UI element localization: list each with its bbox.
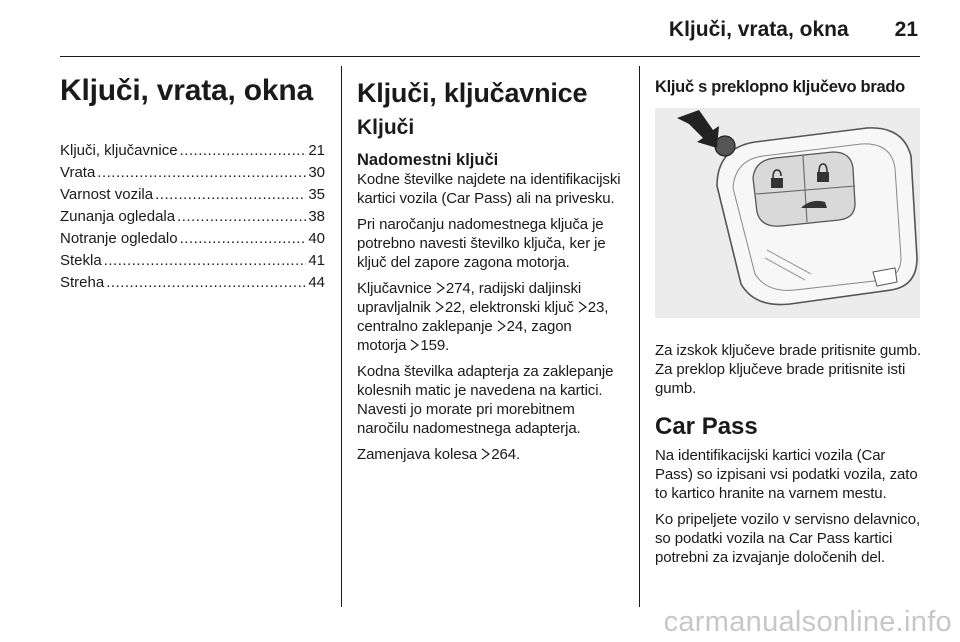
- car-pass-title: Car Pass: [655, 413, 758, 440]
- page-ref-icon: [435, 301, 444, 313]
- toc-list: [60, 140, 325, 294]
- header-title: Ključi, vrata, okna: [668, 18, 849, 41]
- header-rule: [60, 56, 920, 57]
- column-divider-2: [639, 66, 640, 607]
- chapter-title: Ključi, vrata, okna: [60, 74, 313, 107]
- watermark: carmanualsonline.info: [663, 606, 952, 638]
- toc-item[interactable]: Notranje ogledalo ..... 40: [60, 228, 325, 250]
- flip-key-title: Ključ s preklopno ključevo brado: [655, 78, 905, 96]
- flip-key-illustration-icon: [655, 108, 920, 318]
- paragraph: Pri naročanju nadomestnega ključa je potrebno navesti številko ključa, ker je ključ del zapore zagona motorja.: [357, 216, 606, 271]
- toc-item[interactable]: Streha ..... 44: [60, 272, 325, 294]
- paragraph: Ključavnice 274, radijski daljinski upravljalnik 22, elektronski ključ 23, centralno zaklepanje 24, zagon motorja 159.: [357, 280, 609, 354]
- subsection-title: Nadomestni ključi: [357, 151, 499, 169]
- column-divider-1: [341, 66, 342, 607]
- page-reference[interactable]: 264: [491, 446, 516, 463]
- section-title: Ključi, ključavnice: [357, 78, 588, 108]
- section-subtitle: Ključi: [357, 116, 415, 139]
- toc-item[interactable]: Vrata ..... 30: [60, 162, 325, 184]
- paragraph: Na identifikacijski kartici vozila (Car Pass) so izpisani vsi podatki vozila, zato to kartico hranite na varnem mestu.: [655, 447, 918, 502]
- toc-item[interactable]: Ključi, ključavnice ..... 21: [60, 140, 325, 162]
- page-header: [0, 18, 918, 42]
- page-reference[interactable]: 24: [506, 318, 524, 335]
- page-number: 21: [894, 18, 918, 41]
- page-reference[interactable]: 23: [587, 299, 605, 316]
- toc-item[interactable]: Stekla ..... 41: [60, 250, 325, 272]
- page-ref-icon: [481, 448, 490, 460]
- toc-column: [60, 72, 325, 294]
- toc-item[interactable]: Varnost vozila ..... 35: [60, 184, 325, 206]
- page-ref-icon: [436, 282, 445, 294]
- flip-key-column: [655, 72, 923, 574]
- page-reference[interactable]: 22: [444, 299, 462, 316]
- paragraph: Za izskok ključeve brade pritisnite gumb. Za preklop ključeve brade pritisnite isti gumb.: [655, 342, 922, 397]
- paragraph: Kodna številka adapterja za zaklepanje kolesnih matic je navedena na kartici. Navesti jo morate pri morebitnem naročilu nadomestnega adapterja.: [357, 363, 614, 437]
- page-ref-icon: [578, 301, 587, 313]
- page-reference[interactable]: 274: [445, 280, 471, 297]
- paragraph: Ko pripeljete vozilo v servisno delavnico, so podatki vozila na Car Pass kartici potrebni za izvajanje določenih del.: [655, 511, 921, 566]
- paragraph: Zamenjava kolesa 264.: [357, 446, 521, 463]
- keys-column: [357, 72, 625, 471]
- page-ref-icon: [410, 339, 419, 351]
- page-ref-icon: [497, 320, 506, 332]
- paragraph: Kodne številke najdete na identifikacijski kartici vozila (Car Pass) ali na privesku.: [357, 171, 621, 207]
- page-reference[interactable]: 159: [420, 337, 446, 354]
- toc-item[interactable]: Zunanja ogledala ..... 38: [60, 206, 325, 228]
